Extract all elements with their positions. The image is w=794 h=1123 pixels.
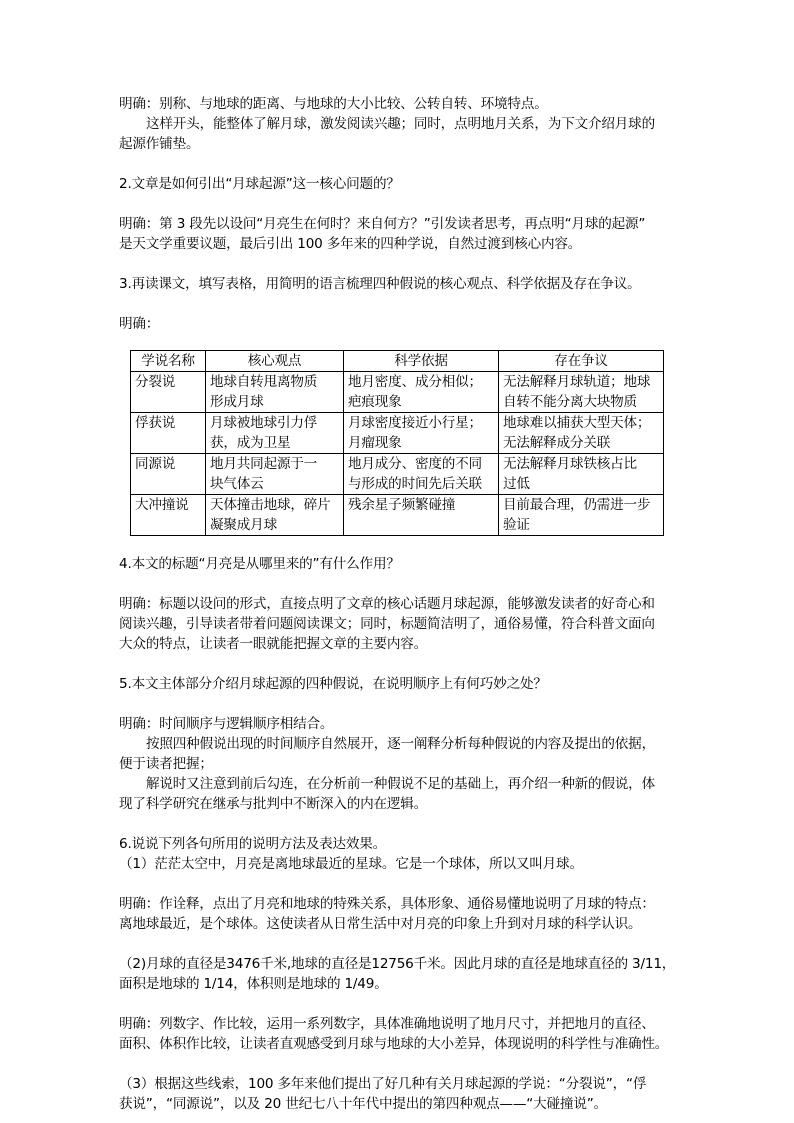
header-view: 核心观点 <box>206 351 344 372</box>
sentence-1: （1）茫茫太空中，月亮是离地球最近的星球。它是一个球体，所以又叫月球。 <box>119 856 583 872</box>
intro-answer: 明确：别称、与地球的距离、与地球的大小比较、公转自转、环境特点。 <box>119 96 548 112</box>
answer-6-1: 明确：作诠释，点出了月亮和地球的特殊关系，具体形象、通俗易懂地说明了月球的特点： <box>119 896 655 912</box>
table-row <box>131 454 664 495</box>
cell-view: 地月共同起源于一 块气体云 <box>206 454 344 495</box>
header-basis: 科学依据 <box>344 351 499 372</box>
cell-name: 分裂说 <box>131 372 206 413</box>
cell-name: 俘获说 <box>131 413 206 454</box>
sentence-3: （3）根据这些线索，100 多年来他们提出了好几种有关月球起源的学说：“分裂说”，“俘 <box>119 1076 647 1092</box>
answer-5-point-1: 按照四种假说出现的时间顺序自然展开，逐一阐释分析每种假说的内容及提出的依据， <box>146 736 655 752</box>
question-5: 5.本文主体部分介绍月球起源的四种假说，在说明顺序上有何巧妙之处？ <box>119 676 547 692</box>
sentence-3-cont: 获说”，“同源说”，以及 20 世纪七八十年代中提出的第四种观点——“大碰撞说”。 <box>119 1096 607 1112</box>
cell-name: 同源说 <box>131 454 206 495</box>
sentence-2-cont: 面积是地球的 1/14，体积则是地球的 1/49。 <box>119 976 388 992</box>
answer-4-cont: 阅读兴趣，引导读者带着问题阅读课文；同时，标题简洁明了，通俗易懂，符合科普文面向 <box>119 616 655 632</box>
answer-6-2-cont: 面积、体积作比较，让读者直观感受到月球与地球的大小差异，体现说明的科学性与准确性。 <box>119 1036 669 1052</box>
header-dispute: 存在争议 <box>499 351 664 372</box>
cell-view: 地球自转甩离物质 形成月球 <box>206 372 344 413</box>
question-4: 4.本文的标题“月亮是从哪里来的”有什么作用？ <box>119 556 400 572</box>
answer-3-label: 明确： <box>119 316 160 332</box>
cell-dispute: 无法解释月球铁核占比 过低 <box>499 454 664 495</box>
cell-name: 大冲撞说 <box>131 495 206 536</box>
cell-view: 月球被地球引力俘 获，成为卫星 <box>206 413 344 454</box>
question-6: 6.说说下列各句所用的说明方法及表达效果。 <box>119 836 387 852</box>
cell-dispute: 目前最合理，仍需进一步 验证 <box>499 495 664 536</box>
sentence-2: （2)月球的直径是3476千米,地球的直径是12756千米。因此月球的直径是地球直径的 3/11， <box>119 956 676 972</box>
answer-6-2: 明确：列数字、作比较，运用一系列数字，具体准确地说明了地月尺寸，并把地月的直径、 <box>119 1016 655 1032</box>
question-3: 3.再读课文，填写表格，用简明的语言梳理四种假说的核心观点、科学依据及存在争议。 <box>119 276 641 292</box>
answer-2-cont: 是天文学重要议题，最后引出 100 多年来的四种学说，自然过渡到核心内容。 <box>119 236 582 252</box>
hypothesis-table <box>130 350 664 536</box>
answer-4-cont: 大众的特点，让读者一眼就能把握文章的主要内容。 <box>119 636 428 652</box>
cell-dispute: 地球难以捕获大型天体； 无法解释成分关联 <box>499 413 664 454</box>
cell-basis: 残余星子频繁碰撞 <box>344 495 499 536</box>
table-row <box>131 495 664 536</box>
cell-dispute: 无法解释月球轨道；地球 自转不能分离大块物质 <box>499 372 664 413</box>
intro-explanation: 这样开头，能整体了解月球，激发阅读兴趣；同时，点明地月关系，为下文介绍月球的 <box>146 116 655 132</box>
answer-5: 明确：时间顺序与逻辑顺序相结合。 <box>119 716 334 732</box>
answer-5-point-1-cont: 便于读者把握； <box>119 756 213 772</box>
intro-explanation-cont: 起源作铺垫。 <box>119 136 200 152</box>
cell-basis: 月球密度接近小行星； 月瘤现象 <box>344 413 499 454</box>
question-2: 2.文章是如何引出“月球起源”这一核心问题的？ <box>119 176 400 192</box>
answer-6-1-cont: 离地球最近，是个球体。这使读者从日常生活中对月亮的印象上升到对月球的科学认识。 <box>119 916 642 932</box>
answer-5-point-2: 解说时又注意到前后勾连，在分析前一种假说不足的基础上，再介绍一种新的假说，体 <box>146 776 655 792</box>
answer-4: 明确：标题以设问的形式，直接点明了文章的核心话题月球起源，能够激发读者的好奇心和 <box>119 596 655 612</box>
answer-2: 明确：第 3 段先以设问“月亮生在何时？来自何方？”引发读者思考，再点明“月球的起源” <box>119 216 646 232</box>
table-row <box>131 372 664 413</box>
header-name: 学说名称 <box>131 351 206 372</box>
table-row <box>131 413 664 454</box>
cell-view: 天体撞击地球，碎片 凝聚成月球 <box>206 495 344 536</box>
cell-basis: 地月密度、成分相似； 疤痕现象 <box>344 372 499 413</box>
answer-5-point-2-cont: 现了科学研究在继承与批判中不断深入的内在逻辑。 <box>119 796 428 812</box>
table-header-row <box>131 351 664 372</box>
cell-basis: 地月成分、密度的不同 与形成的时间先后关联 <box>344 454 499 495</box>
document-body <box>119 94 679 1114</box>
